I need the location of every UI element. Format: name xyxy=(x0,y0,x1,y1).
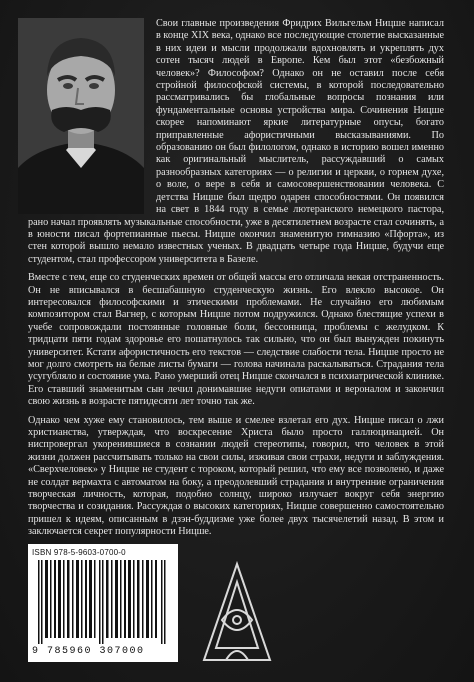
isbn-barcode-box xyxy=(28,544,178,662)
barcode-icon xyxy=(36,560,170,644)
isbn-label: ISBN 978-5-9603-0700-0 xyxy=(32,548,126,557)
paragraph-2: Вместе с тем, еще со студенческих времен от общей массы его отличала некая отстраненность. Он не вписывался в бесшабашную студенческую жизнь. Его влекло высокое. Он интересовался философскими и этическими проблемами. Не случайно его любимым композитором стал Вагнер, с которым Ницше потом подружился. Однако блестящие успехи в учебе сопровождали постоянные головные боли, бессонница, проблемы с желудком. К тридцати пяти годам здоровье его пошатнулось так сильно, что он был вынужден покинуть университет. Кстати афористичность его текстов — следствие слабости тела. Ницше просто не мог долго смотреть на белые листы бумаги — голова начинала раскалываться. Страдания тела усугубляло и состояние ума. Рано умерший отец Ницше скончался в психиатрической клинике. Его ставший знаменитым сын лечил донимавшие недуги опиатами и вероналом и закончил свою жизнь в возрасте пятидесяти лет точно так же. xyxy=(28,272,444,408)
paragraph-3: Однако чем хуже ему становилось, тем выше и смелее взлетал его дух. Ницше писал о лжи христианства, утверждая, что воскресение Христа было просто галлюцинацией. Он ниспровергал укоренившиеся в сознании людей стереотипы, говорил, что человек в этой жизни должен рассчитывать только на свои силы, изживая свои страхи, недуги и заблуждения. «Сверхчеловек» у Ницше не студент с тороком, который решил, что ему все позволено, и даже не солдат вермахта с автоматом на боку, а преодолевший страдания и внутренние ограничения творческая личность, которая, подобно солнцу, широко излучает вокруг себя энергию творчества и созидания. Рассуждая о высоких категориях, Ницше совершенно самостоятельно пришел к идеям, описанным в дзэн-буддизме уже более двух тысячелетий назад. В этом и заключается секрет популярности Ницше. xyxy=(28,414,444,538)
paragraph-1: Свои главные произведения Фридрих Вильгельм Ницше написал в конце XIX века, однако все последующие столетие высказанные в них идеи и мысли продолжали вдохновлять и укреплять дух сотен тысяч людей в Европе. Кем был этот «безбожный человек»? Философом? Однако он не оставил после себя стройной философской системы, в которой последовательно рассматривались бы глобальные вопросы познания или фундаментальные основы устройства мира. Сочинения Ницше скорее напоминают яркие литературные опусы, богато приправленные афористичными высказываниями. По образованию он был филологом, однако в историю вошел именно как оригинальный мыслитель, рассуждавший о самых разнообразных категориях — о религии и церкви, о горнем духе, о воле, о вере в себя и самосовершенствовании человека. С детства Ницше был щедро одарен способностями. Он появился на свет в 1844 году в семье лютеранского немецкого пастора, рано начал проявлять музыкальные способности, уже в десятилетнем возрасте стал сочинять, а в юности писал фортепианные пьесы. Ницше окончил знаменитую гимназию «Пфорта», из стен которой вышло немало известных ученых. В двадцать четыре года Ницше, будучи еще студентом, стал профессором университета в Базеле. xyxy=(28,18,444,265)
cover-text xyxy=(28,18,444,539)
publisher-emblem-icon xyxy=(196,560,278,670)
barcode-digits: 9 785960 307000 xyxy=(32,646,145,657)
